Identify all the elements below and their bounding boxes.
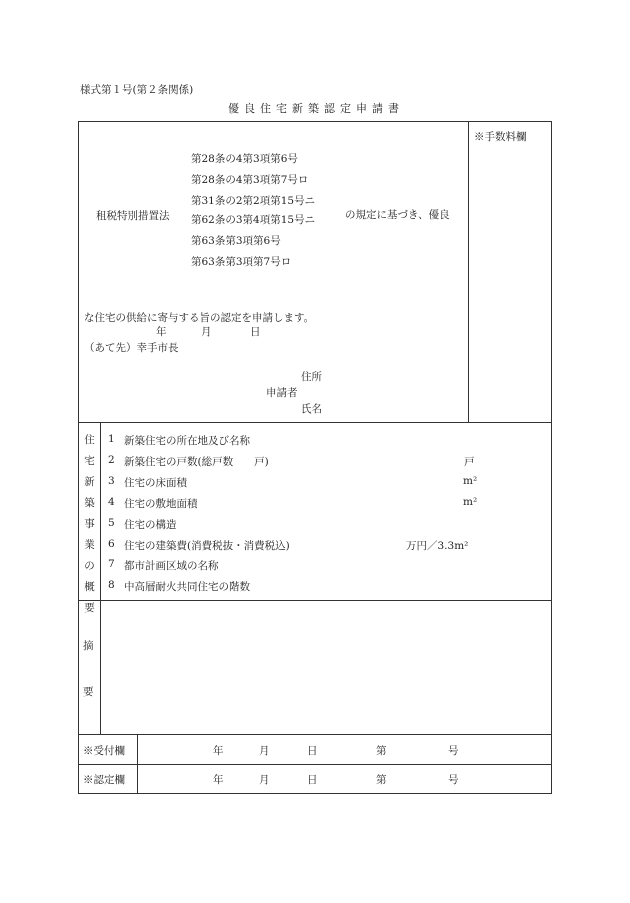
certification-year: 年: [213, 774, 224, 786]
reception-year: 年: [213, 745, 224, 757]
item-2-num: 2: [108, 454, 115, 466]
clause-5: 第63条第3項第6号: [191, 235, 281, 247]
certification-no-prefix: 第: [376, 774, 387, 786]
item-1-num: 1: [108, 433, 115, 445]
law-name: 租税特別措置法: [96, 210, 170, 222]
applicant-label: 申請者: [266, 387, 298, 399]
request-text: な住宅の供給に寄与する旨の認定を申請します。: [84, 312, 315, 324]
reception-day: 日: [307, 745, 318, 757]
clause-6: 第63条第3項第7号ロ: [191, 256, 292, 268]
date-year: 年: [156, 326, 167, 338]
clause-3: 第31条の2第2項第15号ニ: [191, 195, 316, 207]
item-6-unit: 万円／3.3m²: [406, 540, 469, 552]
item-3-unit: m²: [463, 475, 478, 487]
addressee: （あて先）幸手市長: [84, 342, 179, 354]
item-4-unit: m²: [463, 496, 478, 508]
item-5-label: 住宅の構造: [124, 519, 177, 531]
clause-2: 第28条の4第3項第7号ロ: [191, 174, 309, 186]
divider-certification-top: [78, 764, 552, 765]
item-3-label: 住宅の床面積: [124, 477, 187, 489]
form-number: 様式第１号(第２条関係): [80, 84, 194, 96]
reception-no-prefix: 第: [376, 745, 387, 757]
item-4-label: 住宅の敷地面積: [124, 498, 198, 510]
item-3-num: 3: [108, 475, 115, 487]
item-7-num: 7: [108, 558, 115, 570]
item-4-num: 4: [108, 496, 115, 508]
reception-label: ※受付欄: [83, 745, 125, 757]
reception-month: 月: [259, 745, 270, 757]
fee-label: ※手数料欄: [474, 131, 527, 143]
remarks-label-2: 要: [83, 686, 94, 698]
name-label: 氏名: [301, 403, 322, 415]
item-5-num: 5: [108, 517, 115, 529]
overview-label-divider: [100, 422, 101, 734]
certification-no-suffix: 号: [448, 774, 459, 786]
item-8-label: 中高層耐火共同住宅の階数: [124, 581, 250, 593]
item-1-label: 新築住宅の所在地及び名称: [124, 435, 250, 447]
item-6-label: 住宅の建築費(消費税抜・消費税込): [124, 540, 290, 552]
divider-remarks-top: [78, 600, 552, 601]
item-7-label: 都市計画区域の名称: [124, 560, 219, 572]
certification-month: 月: [259, 774, 270, 786]
date-day: 日: [250, 326, 261, 338]
divider-overview-top: [78, 422, 552, 423]
divider-reception-top: [78, 734, 552, 735]
clause-suffix: の規定に基づき、優良: [345, 209, 450, 221]
reception-no-suffix: 号: [448, 745, 459, 757]
fee-divider: [468, 121, 469, 423]
certification-label: ※認定欄: [83, 774, 125, 786]
overview-section-label: 住 宅 新 築 事 業 の 概 要: [84, 434, 95, 614]
item-8-num: 8: [108, 579, 115, 591]
form-title: 優良住宅新築認定申請書: [228, 102, 404, 115]
clause-4: 第62条の3第4項第15号ニ: [191, 214, 316, 226]
remarks-label-1: 摘: [83, 640, 94, 652]
address-label: 住所: [301, 371, 322, 383]
certification-day: 日: [307, 774, 318, 786]
item-2-unit: 戸: [464, 456, 475, 468]
item-2-label: 新築住宅の戸数(総戸数 戸): [124, 456, 269, 468]
item-6-num: 6: [108, 538, 115, 550]
clause-1: 第28条の4第3項第6号: [191, 153, 298, 165]
date-month: 月: [201, 326, 212, 338]
